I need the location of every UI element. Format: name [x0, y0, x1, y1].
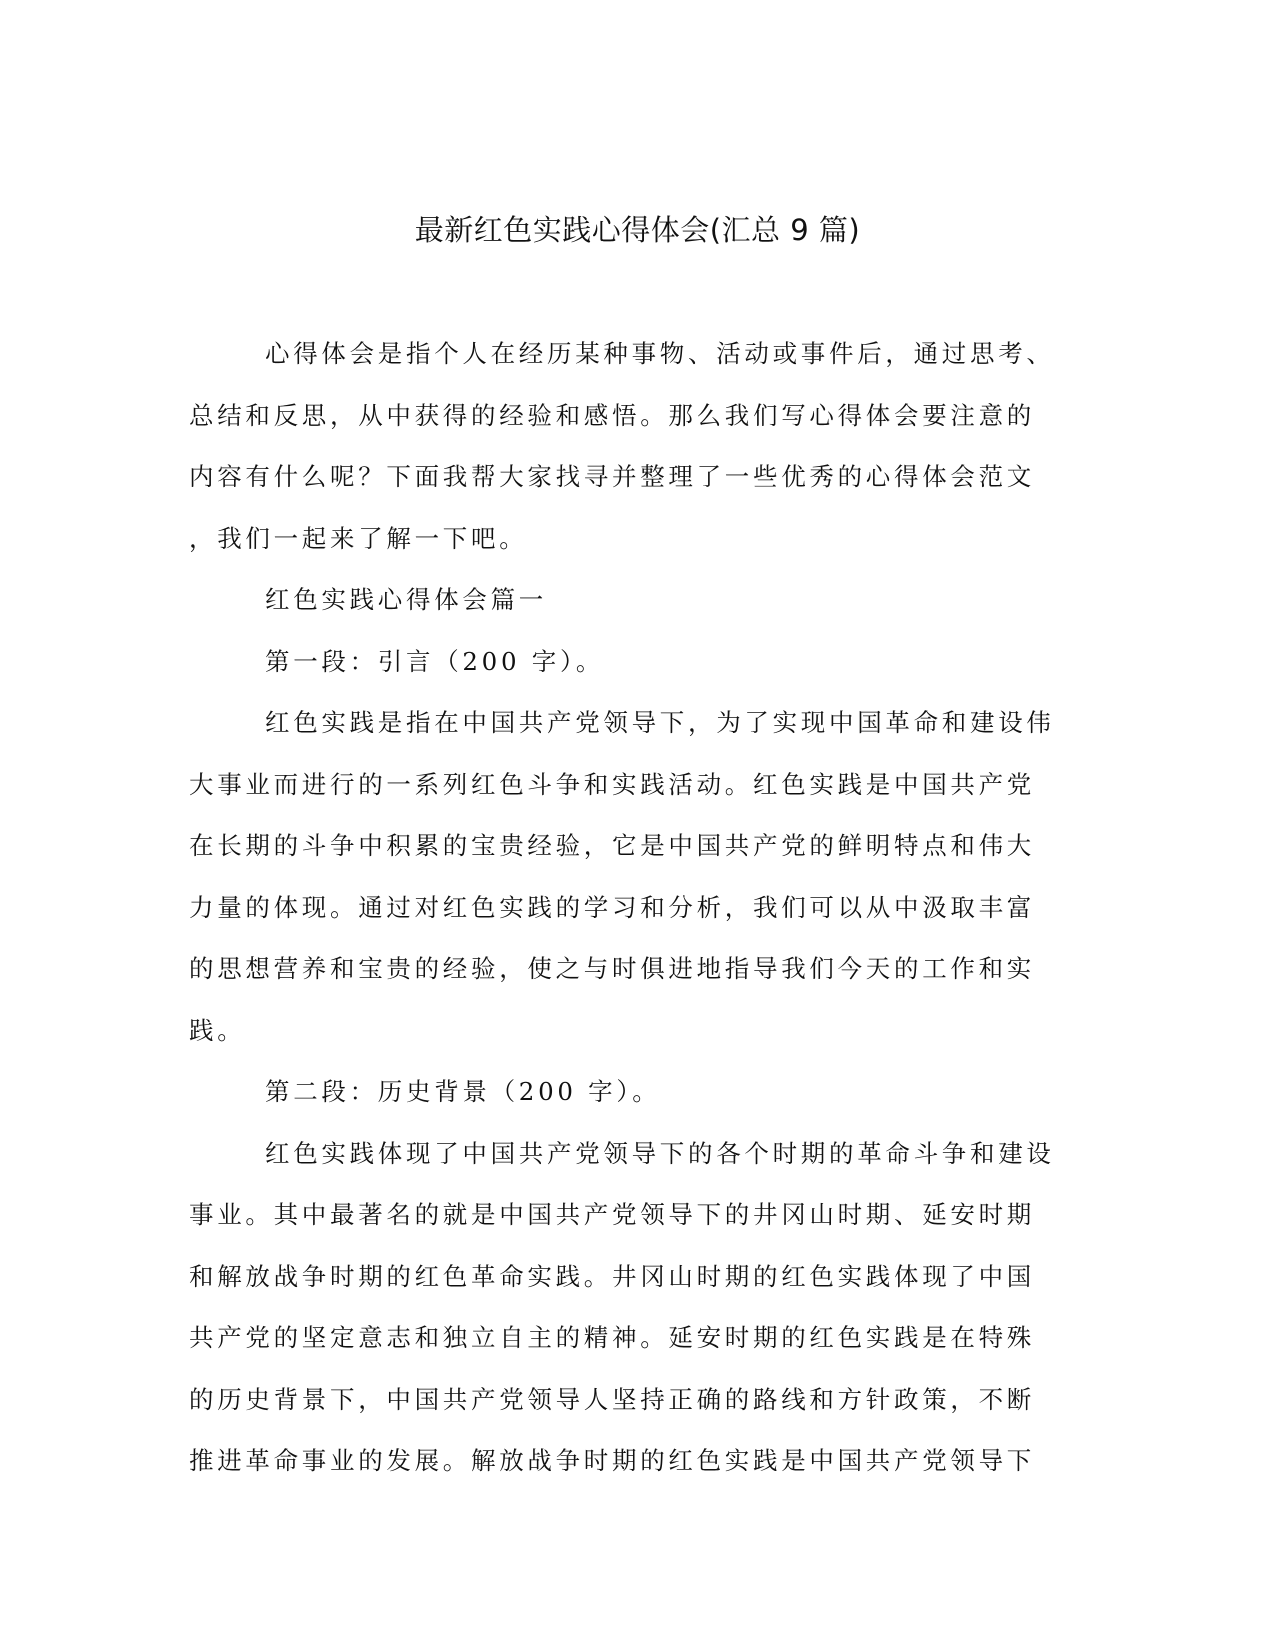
text-line: 共产党的坚定意志和独立自主的精神。延安时期的红色实践是在特殊 — [189, 1323, 1035, 1352]
text-line: 内容有什么呢？下面我帮大家找寻并整理了一些优秀的心得体会范文 — [189, 462, 1035, 491]
text-line: ，我们一起来了解一下吧。 — [189, 523, 528, 553]
text-line: 心得体会是指个人在经历某种事物、活动或事件后，通过思考、 — [265, 339, 1055, 368]
text-line: 和解放战争时期的红色革命实践。井冈山时期的红色实践体现了中国 — [189, 1261, 1035, 1291]
text-line: 推进革命事业的发展。解放战争时期的红色实践是中国共产党领导下 — [189, 1446, 1035, 1475]
text-line: 大事业而进行的一系列红色斗争和实践活动。红色实践是中国共产党 — [189, 769, 1035, 799]
document-body — [189, 323, 1089, 1492]
text-line: 在长期的斗争中积累的宝贵经验，它是中国共产党的鲜明特点和伟大 — [189, 831, 1035, 860]
text-line: 事业。其中最著名的就是中国共产党领导下的井冈山时期、延安时期 — [189, 1200, 1035, 1229]
text-line: 践。 — [189, 1015, 246, 1045]
document-title: 最新红色实践心得体会(汇总 9 篇) — [414, 213, 861, 247]
text-line: 红色实践是指在中国共产党领导下，为了实现中国革命和建设伟 — [265, 708, 1055, 737]
text-line: 总结和反思，从中获得的经验和感悟。那么我们写心得体会要注意的 — [189, 400, 1035, 430]
text-line: 红色实践体现了中国共产党领导下的各个时期的革命斗争和建设 — [265, 1138, 1055, 1168]
paragraph-heading: 第二段：历史背景（200 字）。 — [265, 1077, 661, 1106]
text-line: 的思想营养和宝贵的经验，使之与时俱进地指导我们今天的工作和实 — [189, 954, 1035, 983]
text-line: 的历史背景下，中国共产党领导人坚持正确的路线和方针政策，不断 — [189, 1384, 1035, 1414]
section-heading: 红色实践心得体会篇一 — [265, 585, 547, 614]
text-line: 力量的体现。通过对红色实践的学习和分析，我们可以从中汲取丰富 — [189, 892, 1035, 922]
paragraph-heading: 第一段：引言（200 字）。 — [265, 646, 605, 676]
